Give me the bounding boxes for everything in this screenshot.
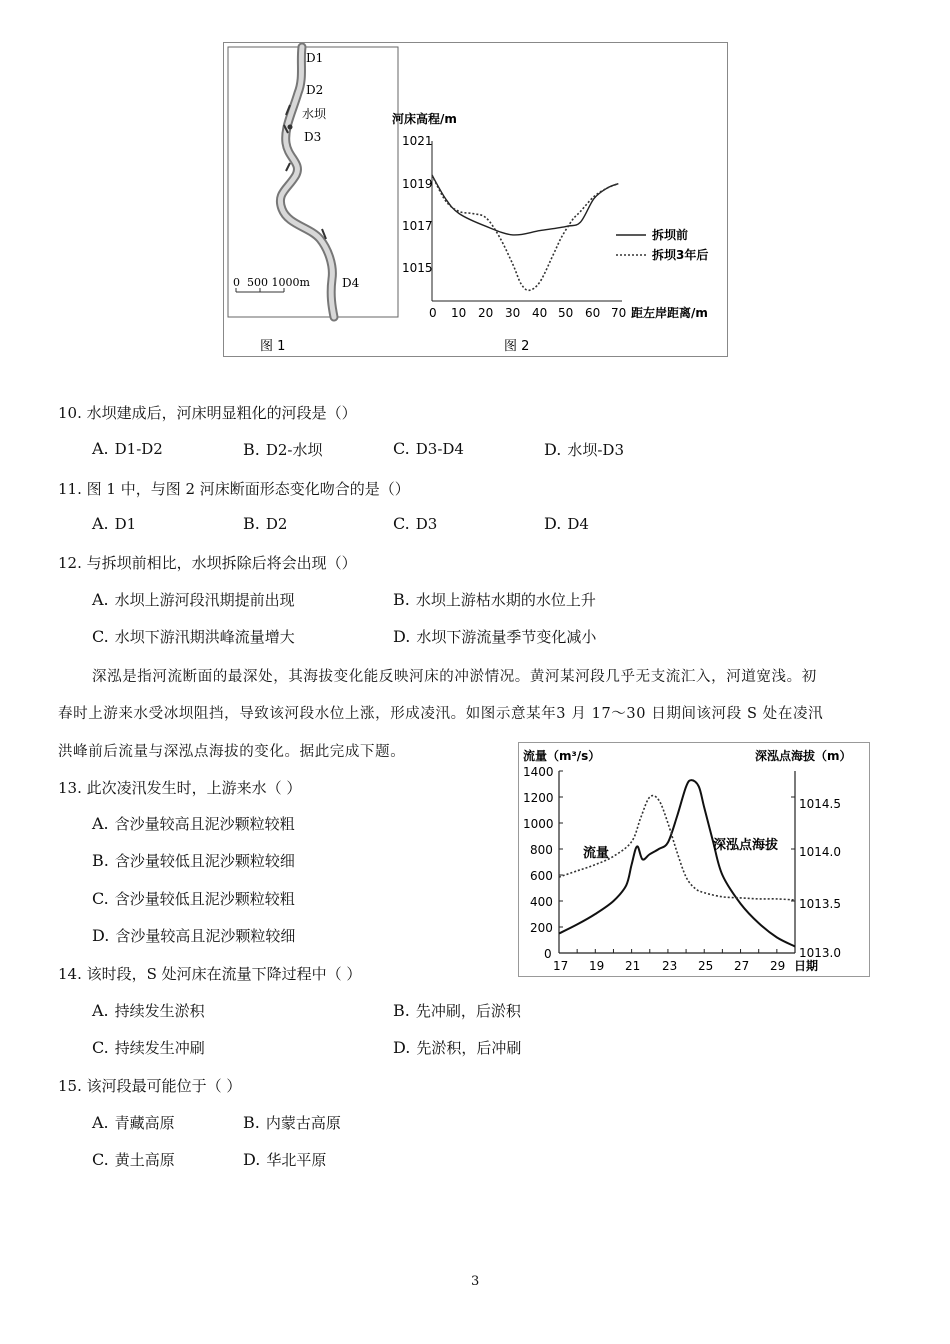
- q13-option-a[interactable]: [92, 813, 295, 834]
- fig3-ytick-left: 200: [530, 921, 553, 935]
- option-letter: B.: [243, 514, 260, 533]
- option-text: D1: [114, 515, 137, 533]
- fig3-ytick-left: 1400: [523, 765, 554, 779]
- fig3-xtick: 17: [553, 959, 569, 973]
- option-letter: D.: [393, 627, 411, 646]
- option-letter: C.: [92, 1150, 109, 1169]
- page-number: 3: [471, 1274, 480, 1289]
- option-text: D2-水坝: [265, 441, 323, 459]
- fig3-xtick: 27: [734, 959, 750, 973]
- option-text: 先淤积，后冲刷: [416, 1039, 522, 1057]
- fig3-ylabel-right: 深泓点海拔（m）: [755, 749, 852, 763]
- fig2-xtick: 20: [478, 306, 494, 320]
- option-text: 华北平原: [266, 1151, 327, 1169]
- fig2-xtick: 30: [505, 306, 521, 320]
- fig3-ylabel-left: 流量（m³/s）: [523, 749, 601, 763]
- q12-option-c[interactable]: [92, 626, 295, 647]
- label-d3: D3: [304, 130, 322, 144]
- q10-stem: 10. 水坝建成后，河床明显粗化的河段是（）: [58, 404, 357, 422]
- label-dam: 水坝: [302, 107, 327, 121]
- option-text: 持续发生冲刷: [114, 1039, 205, 1057]
- fig2-xlabel: 距左岸距离/m: [631, 306, 708, 320]
- option-letter: A.: [92, 590, 109, 609]
- fig3-label-flow: 流量: [583, 846, 610, 861]
- option-text: D3-D4: [415, 440, 464, 458]
- option-text: 水坝下游流量季节变化减小: [416, 628, 597, 646]
- option-letter: C.: [92, 627, 109, 646]
- figure-1-2: [223, 42, 728, 357]
- fig3-ytick-left: 1000: [523, 817, 554, 831]
- q14-option-c[interactable]: [92, 1037, 205, 1058]
- q13-stem: 13. 此次凌汛发生时，上游来水（ ）: [58, 779, 302, 797]
- fig2-chart: [392, 111, 708, 320]
- fig3-ytick-right: 1014.5: [799, 797, 841, 811]
- option-text: 水坝下游汛期洪峰流量增大: [114, 628, 295, 646]
- option-text: 黄土高原: [114, 1151, 175, 1169]
- fig2-series-before: [432, 175, 618, 235]
- q12-stem: 12. 与拆坝前相比，水坝拆除后将会出现（）: [58, 554, 357, 572]
- fig3-xtick: 23: [662, 959, 678, 973]
- option-letter: D.: [243, 1150, 261, 1169]
- option-letter: D.: [544, 514, 562, 533]
- q13-option-c[interactable]: [92, 888, 295, 909]
- figure-3-svg: [519, 743, 869, 976]
- option-letter: A.: [92, 439, 109, 458]
- q14-stem: 14. 该时段，S 处河床在流量下降过程中（ ）: [58, 965, 362, 983]
- fig2-xtick: 60: [585, 306, 601, 320]
- fig2-xtick: 40: [532, 306, 548, 320]
- option-text: 含沙量较低且泥沙颗粒较粗: [114, 890, 295, 908]
- fig2-xtick: 10: [451, 306, 467, 320]
- option-letter: D.: [544, 440, 562, 459]
- fig2-ytick: 1017: [402, 219, 433, 233]
- option-text: D4: [567, 515, 589, 533]
- option-text: 水坝上游枯水期的水位上升: [415, 591, 596, 609]
- option-letter: B.: [393, 1001, 410, 1020]
- option-text: D1-D2: [114, 440, 163, 458]
- option-text: 含沙量较高且泥沙颗粒较细: [115, 927, 296, 945]
- fig3-ytick-left: 400: [530, 895, 553, 909]
- option-letter: A.: [92, 1001, 109, 1020]
- option-text: 内蒙古高原: [265, 1114, 341, 1132]
- q11-stem: 11. 图 1 中，与图 2 河床断面形态变化吻合的是（）: [58, 480, 410, 498]
- q13-option-d[interactable]: [92, 925, 295, 946]
- q10-option-b[interactable]: [243, 439, 322, 460]
- fig2-ytick: 1015: [402, 261, 433, 275]
- passage-line-1: 深泓是指河流断面的最深处，其海拔变化能反映河床的冲淤情况。黄河某河段几乎无支流汇入，河道宽浅。初: [92, 669, 817, 685]
- passage-line-2: 春时上游来水受冰坝阻挡，导致该河段水位上涨，形成凌汛。如图示意某年3 月 17～30 日期间该河段 S 处在凌汛: [58, 706, 824, 722]
- q12-option-d[interactable]: [393, 626, 596, 647]
- figure-1-2-svg: [224, 43, 727, 356]
- fig3-series-flow: [559, 780, 795, 946]
- option-text: 水坝上游河段汛期提前出现: [114, 591, 295, 609]
- q11-option-c[interactable]: [393, 514, 437, 533]
- option-text: 先冲刷，后淤积: [415, 1002, 521, 1020]
- scale-label: 0 500 1000m: [233, 276, 310, 289]
- label-d2: D2: [306, 83, 324, 97]
- option-text: 含沙量较高且泥沙颗粒较粗: [114, 815, 295, 833]
- q12-option-b[interactable]: [393, 589, 596, 610]
- option-letter: D.: [92, 926, 110, 945]
- fig2-caption: 图 2: [504, 339, 530, 354]
- q14-option-d[interactable]: [393, 1037, 521, 1058]
- fig3-ticks: [559, 771, 795, 953]
- option-letter: A.: [92, 1113, 109, 1132]
- fig2-xtick: 50: [558, 306, 574, 320]
- fig3-ytick-right: 1013.0: [799, 946, 841, 960]
- legend-label-before: 拆坝前: [652, 228, 689, 242]
- fig3-ytick-left: 800: [530, 843, 553, 857]
- option-letter: B.: [393, 590, 410, 609]
- option-letter: D.: [393, 1038, 411, 1057]
- passage-line-3: 洪峰前后流量与深泓点海拔的变化。据此完成下题。: [58, 744, 406, 760]
- fig2-xtick: 0: [429, 306, 437, 320]
- option-text: 水坝-D3: [567, 441, 624, 459]
- q13-option-b[interactable]: [92, 850, 295, 871]
- fig1-caption: 图 1: [260, 339, 286, 354]
- fig3-xtick: 25: [698, 959, 714, 973]
- option-text: D2: [265, 515, 288, 533]
- label-d1: D1: [306, 51, 324, 65]
- fig3-ytick-left: 0: [544, 947, 552, 961]
- legend-label-after: 拆坝3年后: [652, 248, 709, 262]
- q14-option-a[interactable]: [92, 1000, 205, 1021]
- fig2-ytick: 1021: [402, 134, 433, 148]
- q11-option-b[interactable]: [243, 514, 287, 533]
- option-text: 持续发生淤积: [114, 1002, 205, 1020]
- option-letter: A.: [92, 514, 109, 533]
- option-letter: C.: [393, 514, 410, 533]
- q15-option-d[interactable]: [243, 1149, 326, 1170]
- option-letter: B.: [243, 1113, 260, 1132]
- fig2-ytick: 1019: [402, 177, 433, 191]
- fig3-ytick-right: 1014.0: [799, 845, 841, 859]
- option-text: 含沙量较低且泥沙颗粒较细: [114, 852, 295, 870]
- fig3-xtick: 19: [589, 959, 605, 973]
- figure-3: [518, 742, 870, 977]
- q15-stem: 15. 该河段最可能位于（ ）: [58, 1077, 242, 1095]
- q15-option-a[interactable]: [92, 1112, 175, 1133]
- fig3-ytick-right: 1013.5: [799, 897, 841, 911]
- label-d4: D4: [342, 276, 360, 290]
- q14-option-b[interactable]: [393, 1000, 521, 1021]
- fig3-ytick-left: 1200: [523, 791, 554, 805]
- option-letter: A.: [92, 814, 109, 833]
- q12-option-a[interactable]: [92, 589, 295, 610]
- fig3-ytick-left: 600: [530, 869, 553, 883]
- q11-option-a[interactable]: [92, 514, 136, 533]
- q10-option-c[interactable]: [393, 439, 464, 458]
- option-letter: C.: [92, 1038, 109, 1057]
- q10-option-a[interactable]: [92, 439, 163, 458]
- option-text: D3: [415, 515, 438, 533]
- option-letter: C.: [92, 889, 109, 908]
- fig3-xlabel: 日期: [794, 959, 819, 973]
- q15-option-c[interactable]: [92, 1149, 175, 1170]
- q11-option-d[interactable]: [544, 514, 589, 533]
- fig2-xtick: 70: [611, 306, 627, 320]
- fig3-label-depth: 深泓点海拔: [713, 838, 779, 853]
- option-letter: C.: [393, 439, 410, 458]
- option-letter: B.: [243, 440, 260, 459]
- fig2-series-after: [432, 175, 618, 290]
- option-letter: B.: [92, 851, 109, 870]
- q10-option-d[interactable]: [544, 439, 624, 460]
- fig2-ylabel: 河床高程/m: [392, 112, 457, 126]
- option-text: 青藏高原: [114, 1114, 175, 1132]
- dam-marker: [288, 125, 293, 130]
- q15-option-b[interactable]: [243, 1112, 341, 1133]
- fig3-xtick: 29: [770, 959, 786, 973]
- fig3-xtick: 21: [625, 959, 641, 973]
